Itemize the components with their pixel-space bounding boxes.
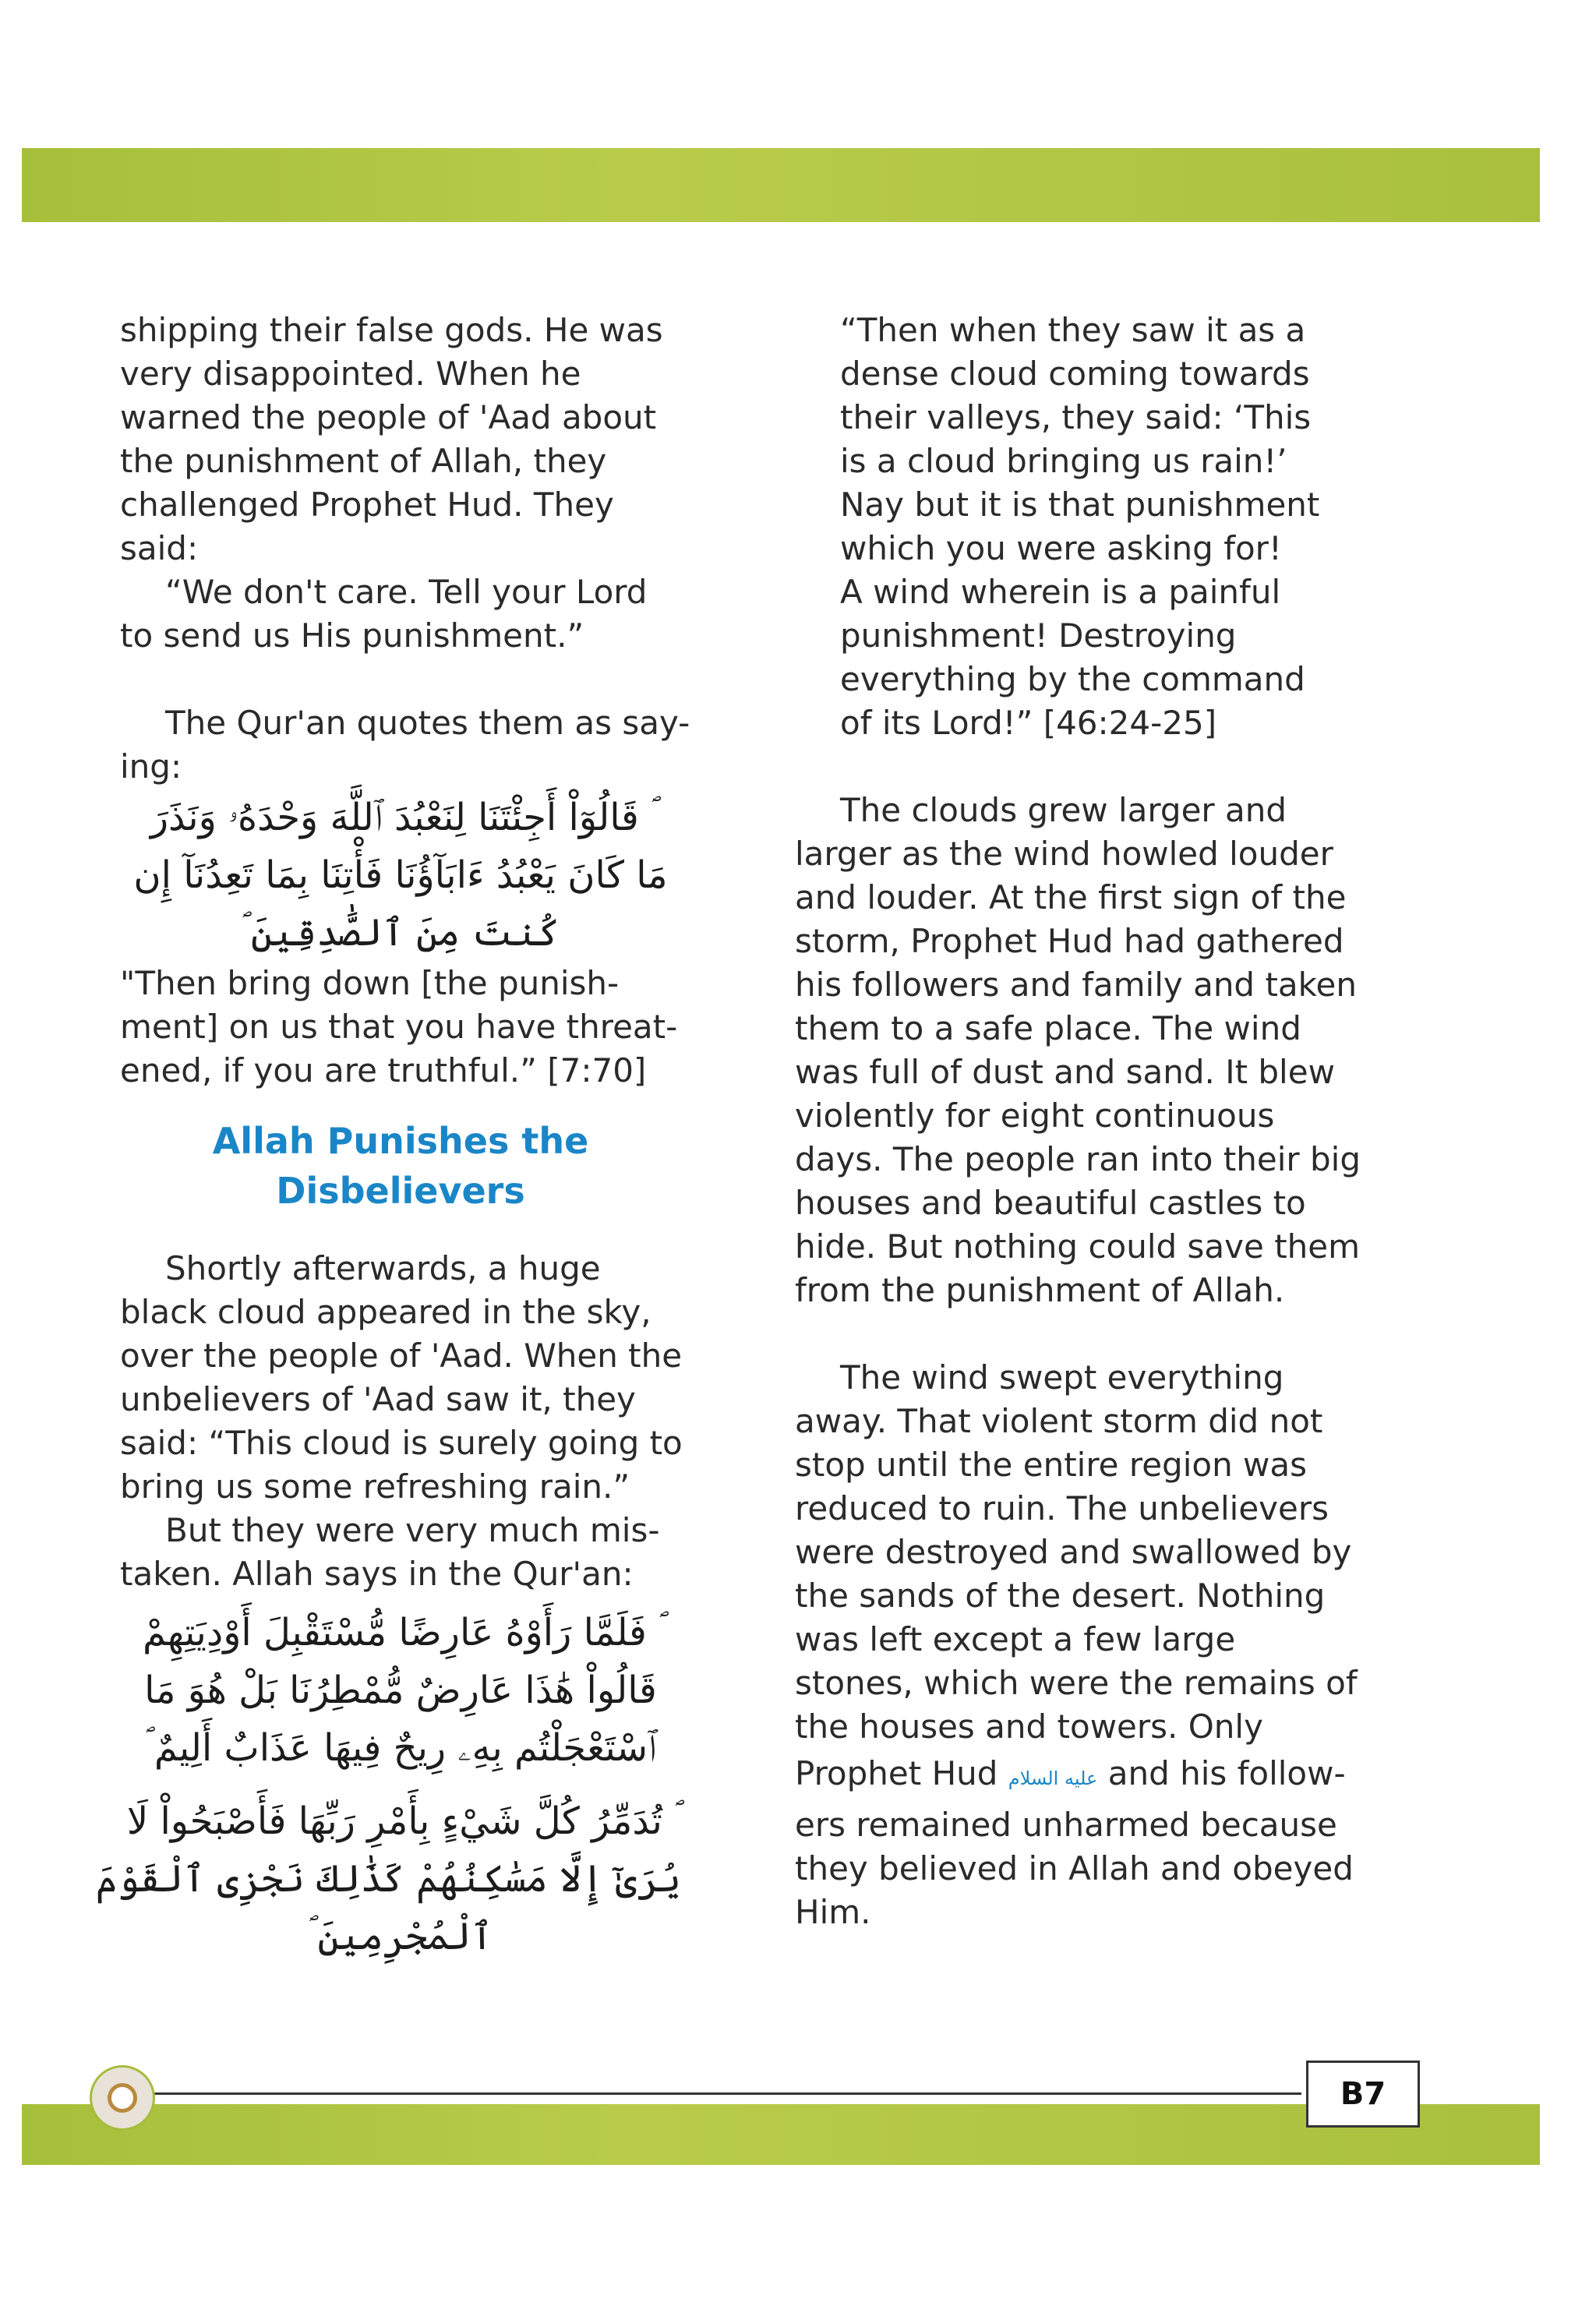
text-line: stop until the entire region was bbox=[795, 1446, 1308, 1484]
text-line: But they were very much mis- bbox=[165, 1511, 660, 1549]
text-line: ers remained unharmed because bbox=[795, 1806, 1337, 1844]
arabic-line: قَالُواْ هَٰذَا عَارِضٌ مُّمْطِرُنَا بَلْ هُوَ مَا bbox=[144, 1669, 657, 1712]
text-line: was full of dust and sand. It blew bbox=[795, 1053, 1335, 1091]
text-line: houses and beautiful castles to bbox=[795, 1184, 1306, 1222]
text-line: The Qur'an quotes them as say- bbox=[165, 704, 690, 742]
section-heading bbox=[120, 1116, 681, 1216]
footer-rule bbox=[148, 2092, 1301, 2095]
text-line: over the people of 'Aad. When the bbox=[120, 1337, 683, 1375]
text-line: storm, Prophet Hud had gathered bbox=[795, 922, 1344, 960]
text-line: his followers and family and taken bbox=[795, 966, 1357, 1004]
text-line bbox=[795, 1749, 1387, 1803]
text-line: larger as the wind howled louder bbox=[795, 835, 1333, 873]
text-line: stones, which were the remains of bbox=[795, 1664, 1358, 1702]
text-line: “We don't care. Tell your Lord bbox=[165, 573, 648, 611]
text-line: taken. Allah says in the Qur'an: bbox=[120, 1555, 634, 1593]
text-line: they believed in Allah and obeyed bbox=[795, 1849, 1354, 1888]
text-line: violently for eight continuous bbox=[795, 1096, 1275, 1135]
arabic-line: ٱلْمُجْرِمِينَ ؐ bbox=[308, 1915, 493, 1958]
text-line: away. That violent storm did not bbox=[795, 1402, 1323, 1440]
text-line: is a cloud bringing us rain!’ bbox=[840, 442, 1287, 480]
page-number: B7 bbox=[1306, 2061, 1420, 2128]
text-line: days. The people ran into their big bbox=[795, 1140, 1361, 1178]
text-line: reduced to ruin. The unbelievers bbox=[795, 1489, 1329, 1527]
text-line: dense cloud coming towards bbox=[840, 355, 1310, 393]
text-line: A wind wherein is a painful bbox=[840, 573, 1281, 611]
arabic-line: ؐ تُدَمِّرُ كُلَّ شَيْءٍ بِأَمْرِ رَبِّهَا فَأَصْبَحُواْ لَا bbox=[126, 1799, 675, 1843]
text-line: the sands of the desert. Nothing bbox=[795, 1577, 1326, 1615]
text-line: The wind swept everything bbox=[840, 1358, 1284, 1397]
top-green-band bbox=[22, 148, 1540, 222]
text-line: said: “This cloud is surely going to bbox=[120, 1424, 683, 1462]
text-line: their valleys, they said: ‘This bbox=[840, 398, 1312, 436]
text-line: warned the people of 'Aad about bbox=[120, 398, 657, 436]
text-line: from the punishment of Allah. bbox=[795, 1271, 1285, 1309]
text-line: which you were asking for! bbox=[840, 529, 1282, 567]
text-line: very disappointed. When he bbox=[120, 355, 581, 393]
text-line: Shortly afterwards, a huge bbox=[165, 1249, 601, 1287]
text-line: “Then when they saw it as a bbox=[840, 311, 1306, 349]
text-line: hide. But nothing could save them bbox=[795, 1227, 1361, 1266]
heading-line: Allah Punishes the bbox=[212, 1120, 589, 1162]
text-line: and louder. At the first sign of the bbox=[795, 878, 1347, 916]
text-line: the punishment of Allah, they bbox=[120, 442, 607, 480]
arabic-line: ؐ فَلَمَّا رَأَوْهُ عَارِضًا مُّسْتَقْبِلَ أَوْدِيَتِهِمْ bbox=[142, 1611, 659, 1654]
text-line: "Then bring down [the punish- bbox=[120, 964, 620, 1002]
text-line: bring us some refreshing rain.” bbox=[120, 1467, 630, 1506]
arabic-verse-2 bbox=[120, 1604, 681, 1777]
text-line: shipping their false gods. He was bbox=[120, 311, 663, 349]
arabic-line: كُنتَ مِنَ ٱلصَّٰدِقِينَ ؐ bbox=[241, 911, 560, 955]
arabic-line: ؐ قَالُوٓاْ أَجِئْتَنَا لِنَعْبُدَ ٱللَّهَ وَحْدَهُۥ وَنَذَرَ bbox=[150, 796, 651, 839]
arabic-line: يُرَىٰٓ إِلَّا مَسَٰكِنُهُمْ كَذَٰلِكَ نَجْزِى ٱلْقَوْمَ bbox=[95, 1857, 681, 1901]
text-line: them to a safe place. The wind bbox=[795, 1009, 1301, 1047]
heading-line: Disbelievers bbox=[276, 1170, 525, 1212]
hud-text-after: and his follow- bbox=[1097, 1754, 1346, 1792]
quote-block bbox=[795, 309, 1387, 745]
arabic-verse-1 bbox=[120, 789, 681, 962]
arabic-line: مَا كَانَ يَعْبُدُ ءَابَآؤُنَا فَأْتِنَا بِمَا تَعِدُنَآ إِن bbox=[133, 853, 668, 897]
text-line: everything by the command bbox=[840, 660, 1305, 698]
text-line: to send us His punishment.” bbox=[120, 616, 584, 655]
text-line: black cloud appeared in the sky, bbox=[120, 1293, 651, 1331]
text-line: Him. bbox=[795, 1893, 871, 1931]
text-line: the houses and towers. Only bbox=[795, 1707, 1263, 1746]
text-line: was left except a few large bbox=[795, 1620, 1236, 1658]
text-line: said: bbox=[120, 529, 199, 567]
text-line: ment] on us that you have threat- bbox=[120, 1008, 678, 1046]
left-column bbox=[95, 309, 712, 1965]
right-column bbox=[795, 309, 1387, 1934]
text-line: were destroyed and swallowed by bbox=[795, 1533, 1352, 1571]
text-line: ing: bbox=[120, 747, 182, 786]
medallion-icon bbox=[90, 2065, 155, 2131]
text-line: challenged Prophet Hud. They bbox=[120, 486, 614, 524]
text-line: of its Lord!” [46:24-25] bbox=[840, 704, 1217, 742]
hud-text-before: Prophet Hud bbox=[795, 1754, 1008, 1792]
text-line: punishment! Destroying bbox=[840, 616, 1237, 655]
text-line: Nay but it is that punishment bbox=[840, 486, 1320, 524]
text-line: unbelievers of 'Aad saw it, they bbox=[120, 1380, 636, 1418]
text-line: ened, if you are truthful.” [7:70] bbox=[120, 1051, 647, 1089]
text-line: The clouds grew larger and bbox=[840, 791, 1287, 829]
honorific-text: عليه السلام bbox=[1008, 1767, 1098, 1789]
arabic-line: ٱسْتَعْجَلْتُم بِهِۦ رِيحٌ فِيهَا عَذَابٌ أَلِيمٌ ؐ bbox=[144, 1726, 657, 1770]
arabic-verse-3 bbox=[95, 1792, 681, 1965]
